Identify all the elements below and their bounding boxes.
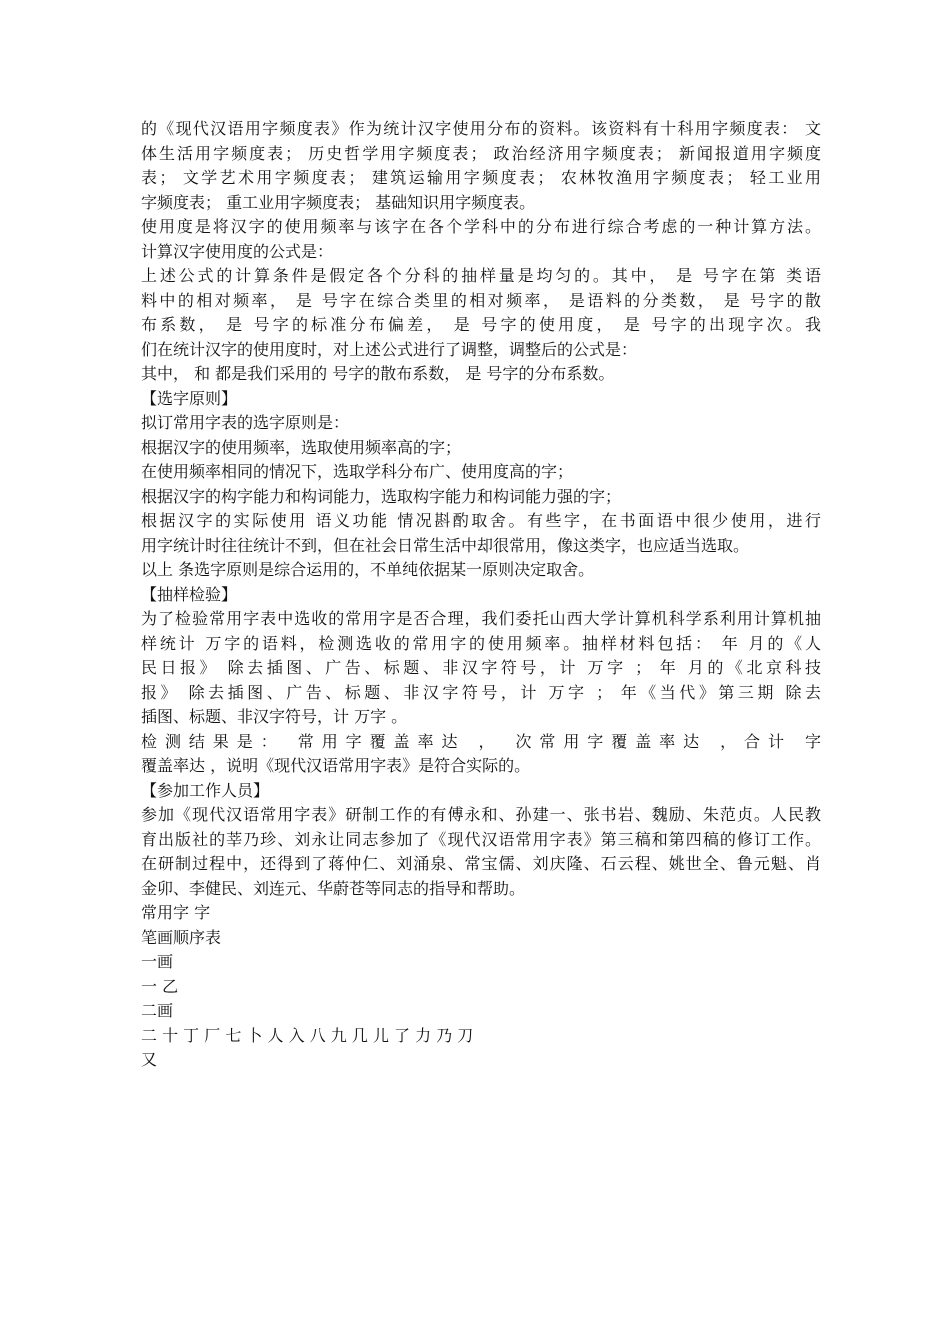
text-line: 金卯、李健民、刘连元、华蔚苍等同志的指导和帮助。 (141, 878, 526, 898)
section-heading: 【抽样检验】 (141, 584, 238, 604)
text-line: 其中， 和 都是我们采用的 号字的散布系数， 是 号字的分布系数。 (141, 364, 615, 383)
text-line: 为了检验常用字表中选收的常用字是否合理，我们委托山西大学计算机科学系利用计算机抽 (141, 609, 821, 628)
text-line: 民日报》 除去插图、广告、标题、非汉字符号，计 万字 ； 年 月的《北京科技 (141, 658, 821, 677)
text-line: 检测结果是： 常用字覆盖率达 ， 次常用字覆盖率达 ，合计 字 (141, 731, 821, 751)
text-line: 育出版社的莘乃珍、刘永让同志参加了《现代汉语常用字表》第三稿和第四稿的修订工作。 (141, 829, 821, 849)
section-heading: 【选字原则】 (141, 388, 238, 408)
text-line: 上述公式的计算条件是假定各个分科的抽样量是均匀的。其中， 是 号字在第 类语 (141, 266, 821, 285)
stroke-group-heading: 一画 (141, 952, 174, 971)
character-row: 一 乙 (141, 976, 179, 996)
text-line: 用字统计时往往统计不到，但在社会日常生活中却很常用，像这类字，也应适当选取。 (141, 535, 750, 555)
section-heading: 【参加工作人员】 (141, 780, 270, 800)
text-line: 计算汉字使用度的公式是： (141, 241, 334, 261)
text-line: 参加《现代汉语常用字表》研制工作的有傅永和、孙建一、张书岩、魏励、朱范贞。人民教 (141, 805, 821, 824)
text-line: 使用度是将汉字的使用频率与该字在各个学科中的分布进行综合考虑的一种计算方法。 (141, 217, 821, 236)
list-item: 根据汉字的构字能力和构词能力，选取构字能力和构词能力强的字； (141, 486, 622, 506)
character-row: 又 (141, 1050, 158, 1069)
text-line: 布系数， 是 号字的标准分布偏差， 是 号字的使用度， 是 号字的出现字次。我 (141, 315, 821, 334)
list-item: 在使用频率相同的情况下，选取学科分布广、使用度高的字； (141, 462, 574, 481)
text-line: 们在统计汉字的使用度时，对上述公式进行了调整，调整后的公式是： (141, 339, 638, 359)
text-line: 的《现代汉语用字频度表》作为统计汉字使用分布的资料。该资料有十科用字频度表： 文 (141, 119, 821, 138)
table-title: 常用字 字 (141, 903, 211, 922)
text-line: 覆盖率达 ，说明《现代汉语常用字表》是符合实际的。 (141, 756, 531, 775)
character-row: 二 十 丁 厂 七 卜 人 入 八 九 几 儿 了 力 乃 刀 (141, 1025, 474, 1045)
text-line: 在研制过程中，还得到了蒋仲仁、刘涌泉、常宝儒、刘庆隆、石云程、姚世全、鲁元魁、肖 (141, 854, 821, 873)
text-line: 以上 条选字原则是综合运用的，不单纯依据某一原则决定取舍。 (141, 560, 595, 579)
text-line: 报》 除去插图、广告、标题、非汉字符号，计 万字 ； 年《当代》第三期 除去 (141, 682, 821, 702)
text-line: 字频度表； 重工业用字频度表； 基础知识用字频度表。 (141, 192, 536, 212)
text-line: 料中的相对频率， 是 号字在综合类里的相对频率， 是语料的分类数， 是 号字的散 (141, 290, 821, 310)
stroke-group-heading: 二画 (141, 1001, 174, 1020)
text-line: 拟订常用字表的选字原则是： (141, 413, 350, 432)
list-item: 根据汉字的使用频率，选取使用频率高的字； (141, 437, 462, 457)
text-line: 样统计 万字的语料，检测选收的常用字的使用频率。抽样材料包括： 年 月的《人 (141, 633, 821, 653)
list-item: 根据汉字的实际使用 语义功能 情况斟酌取舍。有些字，在书面语中很少使用，进行 (141, 511, 821, 530)
table-subtitle: 笔画顺序表 (141, 927, 222, 947)
text-line: 表； 文学艺术用字频度表； 建筑运输用字频度表； 农林牧渔用字频度表； 轻工业用 (141, 168, 821, 187)
document-body (141, 117, 821, 1073)
text-line: 体生活用字频度表； 历史哲学用字频度表； 政治经济用字频度表； 新闻报道用字频度 (141, 143, 821, 163)
text-line: 插图、标题、非汉字符号，计 万字 。 (141, 707, 408, 726)
